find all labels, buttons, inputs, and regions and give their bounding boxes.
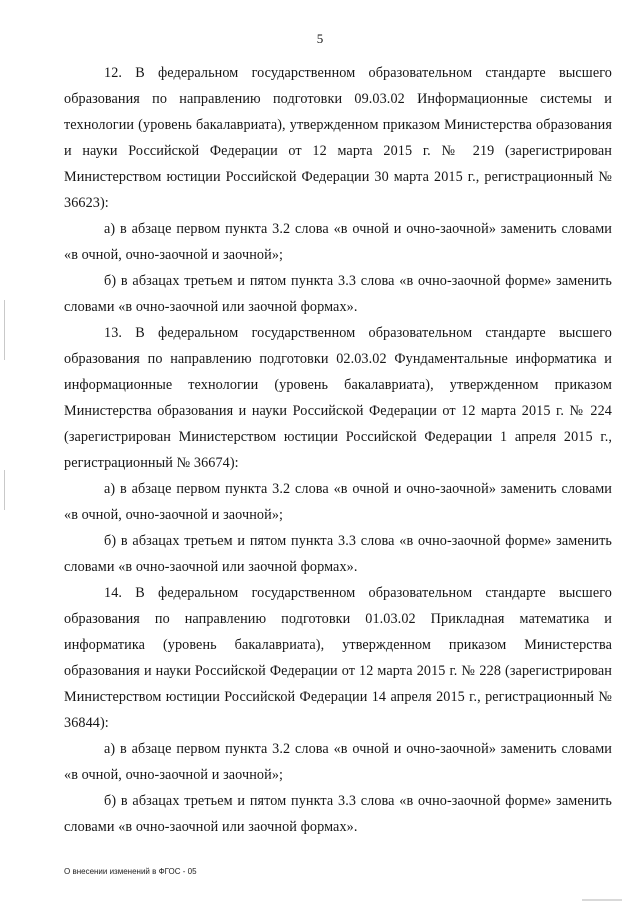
- scan-edge-mark: [4, 470, 5, 510]
- scan-corner-mark: [582, 899, 622, 901]
- paragraph-item-14: 14. В федеральном государственном образовательном стандарте высшего образования по направлению подготовки 01.03.02 Прикладная математика и информатика (уровень бакалавриата), утвержденном приказом Министерства образования и науки Российской Федерации от 12 марта 2015 г. № 228 (зарегистрирован Министерством юстиции Российской Федерации 14 апреля 2015 г., регистрационный № 36844):: [64, 585, 612, 731]
- page-number: 5: [316, 31, 324, 46]
- page-footer: О внесении изменений в ФГОС - 05: [64, 867, 197, 876]
- paragraph-item-12-a: а) в абзаце первом пункта 3.2 слова «в очной и очно-заочной» заменить словами «в очной, очно-заочной и заочной»;: [64, 221, 612, 263]
- paragraph-item-13-b: б) в абзацах третьем и пятом пункта 3.3 слова «в очно-заочной форме» заменить словами «в очно-заочной или заочной формах».: [64, 533, 612, 575]
- paragraph-item-14-b: б) в абзацах третьем и пятом пункта 3.3 слова «в очно-заочной форме» заменить словами «в очно-заочной или заочной формах».: [64, 793, 612, 835]
- paragraph-item-12-b: б) в абзацах третьем и пятом пункта 3.3 слова «в очно-заочной форме» заменить словами «в очно-заочной или заочной формах».: [64, 273, 612, 315]
- paragraph-item-14-a: а) в абзаце первом пункта 3.2 слова «в очной и очно-заочной» заменить словами «в очной, очно-заочной и заочной»;: [64, 741, 612, 783]
- scan-edge-mark: [4, 300, 5, 360]
- paragraph-item-13: 13. В федеральном государственном образовательном стандарте высшего образования по направлению подготовки 02.03.02 Фундаментальные информатика и информационные технологии (уровень бакалавриата), утвержденном приказом Министерства образования и науки Российской Федерации от 12 марта 2015 г. № 224 (зарегистрирован Министерством юстиции Российской Федерации 1 апреля 2015 г., регистрационный № 36674):: [64, 325, 612, 471]
- paragraph-item-12: 12. В федеральном государственном образовательном стандарте высшего образования по направлению подготовки 09.03.02 Информационные системы и технологии (уровень бакалавриата), утвержденном приказом Министерства образования и науки Российской Федерации от 12 марта 2015 г. № 219 (зарегистрирован Министерством юстиции Российской Федерации 30 марта 2015 г., регистрационный № 36623):: [64, 65, 612, 211]
- paragraph-item-13-a: а) в абзаце первом пункта 3.2 слова «в очной и очно-заочной» заменить словами «в очной, очно-заочной и заочной»;: [64, 481, 612, 523]
- document-body: [64, 60, 612, 840]
